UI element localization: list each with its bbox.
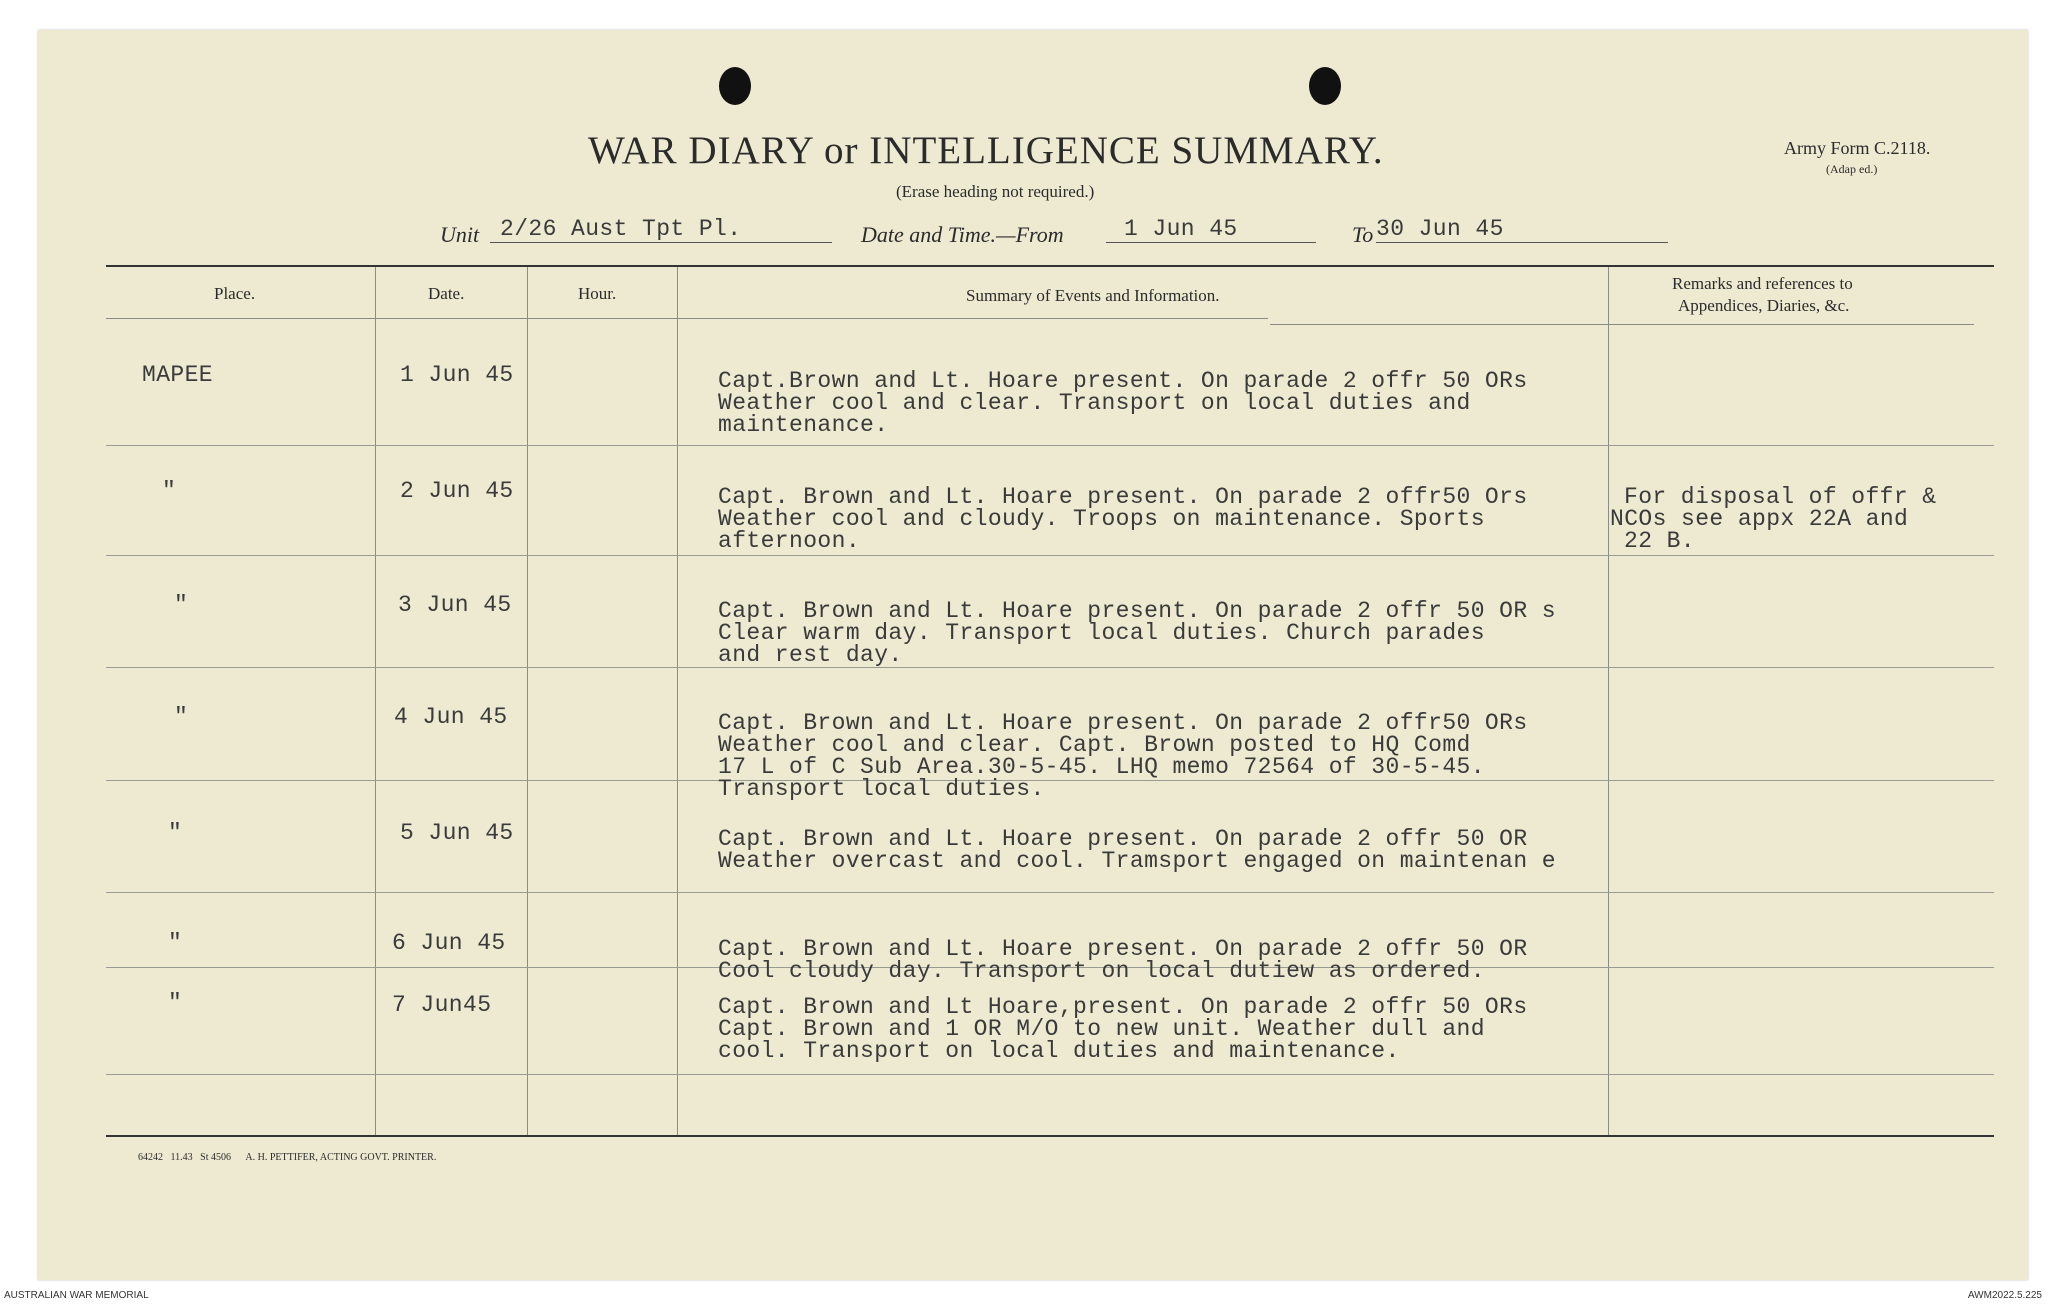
printer-imprint: 64242 11.43 St 4506 A. H. PETTIFER, ACTING GOVT. PRINTER. bbox=[138, 1152, 437, 1163]
page-title: WAR DIARY or INTELLIGENCE SUMMARY. bbox=[588, 129, 1384, 172]
entry-line: maintenance. bbox=[718, 412, 889, 438]
entry-line: afternoon. bbox=[718, 528, 861, 554]
row-rule bbox=[106, 892, 1994, 893]
entry-date: 5 Jun 45 bbox=[400, 820, 514, 846]
row-rule bbox=[106, 555, 1994, 556]
entry-date: 2 Jun 45 bbox=[400, 478, 514, 504]
entry-place: " bbox=[162, 478, 177, 504]
archive-footer bbox=[0, 1288, 2048, 1304]
entry-remarks: NCOs see appx 22A and bbox=[1610, 506, 1909, 532]
entry-line: Weather overcast and cool. Tramsport engaged on maintenan e bbox=[718, 848, 1556, 874]
entry-line: Weather cool and cloudy. Troops on maintenance. Sports bbox=[718, 506, 1485, 532]
army-form-sub: (Adap ed.) bbox=[1826, 162, 1878, 176]
row-rule bbox=[106, 445, 1994, 446]
entry-line: Capt. Brown and Lt. Hoare present. On parade 2 offr 50 OR bbox=[718, 826, 1528, 852]
col-header-date: Date. bbox=[428, 284, 465, 303]
unit-value: 2/26 Aust Tpt Pl. bbox=[500, 216, 742, 242]
row-rule bbox=[106, 780, 1994, 781]
punch-hole-right bbox=[1309, 67, 1341, 105]
row-rule bbox=[106, 1074, 1994, 1075]
entry-line: Weather cool and clear. Capt. Brown posted to HQ Comd bbox=[718, 732, 1471, 758]
entry-date: 1 Jun 45 bbox=[400, 362, 514, 388]
header-rule-left bbox=[106, 318, 1268, 319]
entry-date: 4 Jun 45 bbox=[394, 704, 508, 730]
col-divider-3 bbox=[677, 267, 678, 1135]
entry-place: " bbox=[174, 592, 189, 618]
entry-line: Capt. Brown and Lt. Hoare present. On parade 2 offr50 ORs bbox=[718, 710, 1528, 736]
entry-date: 7 Jun45 bbox=[392, 992, 492, 1018]
entry-line: cool. Transport on local duties and maintenance. bbox=[718, 1038, 1400, 1064]
unit-label: Unit bbox=[440, 222, 480, 247]
col-header-place: Place. bbox=[214, 284, 256, 303]
entry-line: 17 L of C Sub Area.30-5-45. LHQ memo 72564 of 30-5-45. bbox=[718, 754, 1485, 780]
col-divider-1 bbox=[375, 267, 376, 1135]
col-divider-4 bbox=[1608, 267, 1609, 1135]
from-underline bbox=[1106, 242, 1316, 243]
row-rule bbox=[106, 667, 1994, 668]
col-divider-2 bbox=[527, 267, 528, 1135]
entry-line: Capt. Brown and Lt. Hoare present. On parade 2 offr50 Ors bbox=[718, 484, 1528, 510]
from-date-value: 1 Jun 45 bbox=[1124, 216, 1238, 242]
entry-line: and rest day. bbox=[718, 642, 903, 668]
col-header-summary: Summary of Events and Information. bbox=[966, 286, 1220, 305]
table-bottom-rule bbox=[106, 1135, 1994, 1137]
archive-watermark-right: AWM2022.5.225 bbox=[1967, 1290, 2042, 1301]
entry-place: " bbox=[168, 930, 183, 956]
entry-line: Capt. Brown and Lt Hoare,present. On parade 2 offr 50 ORs bbox=[718, 994, 1528, 1020]
entry-line: Capt. Brown and 1 OR M/O to new unit. Weather dull and bbox=[718, 1016, 1485, 1042]
table-top-rule bbox=[106, 265, 1994, 267]
archive-watermark-left: AUSTRALIAN WAR MEMORIAL bbox=[4, 1290, 149, 1301]
to-underline bbox=[1376, 242, 1668, 243]
entry-line: Cool cloudy day. Transport on local dutiew as ordered. bbox=[718, 958, 1485, 984]
to-label: To bbox=[1352, 222, 1374, 247]
punch-hole-left bbox=[719, 67, 751, 105]
page-subtitle: (Erase heading not required.) bbox=[896, 182, 1095, 201]
entry-line: Clear warm day. Transport local duties. Church parades bbox=[718, 620, 1485, 646]
entry-place: " bbox=[168, 820, 183, 846]
col-header-hour: Hour. bbox=[578, 284, 617, 303]
entry-line: Weather cool and clear. Transport on local duties and bbox=[718, 390, 1471, 416]
entry-place: " bbox=[168, 990, 183, 1016]
col-header-remarks-2: Appendices, Diaries, &c. bbox=[1678, 296, 1850, 315]
header-rule-right bbox=[1270, 324, 1974, 325]
entry-line: Transport local duties. bbox=[718, 776, 1045, 802]
entry-line: Capt.Brown and Lt. Hoare present. On parade 2 offr 50 ORs bbox=[718, 368, 1528, 394]
entry-line: Capt. Brown and Lt. Hoare present. On parade 2 offr 50 OR s bbox=[718, 598, 1556, 624]
entry-date: 3 Jun 45 bbox=[398, 592, 512, 618]
diary-page bbox=[38, 30, 2028, 1280]
to-date-value: 30 Jun 45 bbox=[1376, 216, 1504, 242]
entry-place: MAPEE bbox=[142, 362, 214, 388]
col-header-remarks-1: Remarks and references to bbox=[1672, 274, 1853, 293]
entry-remarks: 22 B. bbox=[1624, 528, 1696, 554]
entry-line: Capt. Brown and Lt. Hoare present. On parade 2 offr 50 OR bbox=[718, 936, 1528, 962]
entry-remarks: For disposal of offr & bbox=[1624, 484, 1937, 510]
date-time-label: Date and Time.—From bbox=[861, 222, 1064, 247]
entry-date: 6 Jun 45 bbox=[392, 930, 506, 956]
entry-place: " bbox=[174, 704, 189, 730]
army-form-number: Army Form C.2118. bbox=[1784, 138, 1931, 158]
unit-underline bbox=[490, 242, 832, 243]
